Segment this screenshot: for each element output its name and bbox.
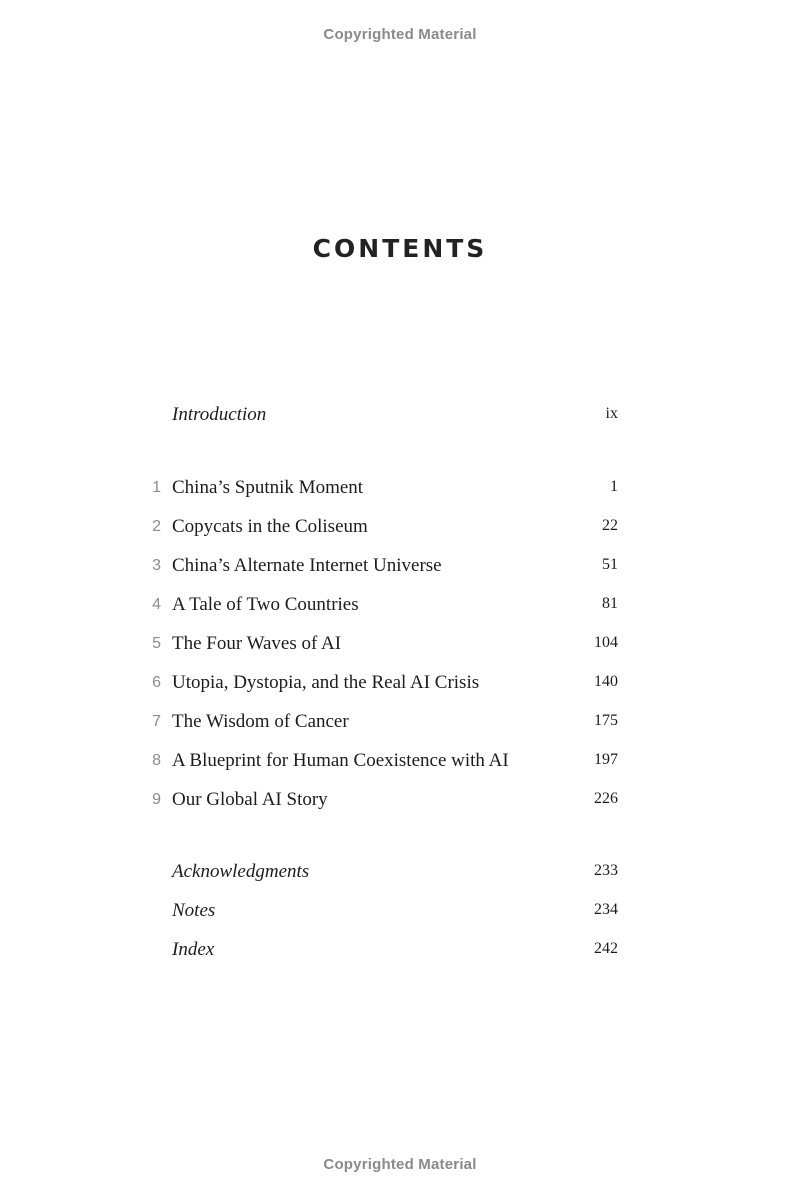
copyright-watermark-bottom: Copyrighted Material — [323, 1156, 477, 1173]
toc-entry-title: Introduction — [172, 404, 267, 425]
chapter-page: 197 — [594, 751, 618, 768]
toc-chapter-3[interactable] — [140, 555, 618, 585]
toc-entry-page: 242 — [594, 940, 618, 957]
chapter-page: 175 — [594, 712, 618, 729]
chapter-number: 3 — [152, 557, 161, 574]
toc-entry-page: 234 — [594, 901, 618, 918]
toc-chapter-8[interactable] — [140, 750, 618, 780]
chapter-title: China’s Sputnik Moment — [172, 477, 364, 498]
chapter-page: 104 — [594, 634, 618, 651]
toc-chapter-2[interactable] — [140, 516, 618, 546]
chapter-number: 5 — [152, 635, 161, 652]
toc-chapter-5[interactable] — [140, 633, 618, 663]
copyright-watermark-top: Copyrighted Material — [323, 26, 477, 43]
toc-chapter-7[interactable] — [140, 711, 618, 741]
chapter-title: The Four Waves of AI — [172, 633, 342, 654]
toc-entry-notes[interactable] — [140, 900, 618, 930]
toc-entry-index[interactable] — [140, 939, 618, 969]
chapter-page: 1 — [610, 478, 618, 495]
toc-entry-page: 233 — [594, 862, 618, 879]
chapter-number: 4 — [152, 596, 161, 613]
chapter-title: Copycats in the Coliseum — [172, 516, 368, 537]
chapter-page: 81 — [602, 595, 618, 612]
toc-chapter-4[interactable] — [140, 594, 618, 624]
chapter-number: 9 — [152, 791, 161, 808]
chapter-title: Utopia, Dystopia, and the Real AI Crisis — [172, 672, 480, 693]
toc-chapter-6[interactable] — [140, 672, 618, 702]
chapter-title: Our Global AI Story — [172, 789, 328, 810]
toc-entry-title: Notes — [172, 900, 216, 921]
chapter-title: A Tale of Two Countries — [172, 594, 359, 615]
chapter-title: The Wisdom of Cancer — [172, 711, 349, 732]
chapter-number: 2 — [152, 518, 161, 535]
toc-chapter-1[interactable] — [140, 477, 618, 507]
chapter-page: 51 — [602, 556, 618, 573]
toc-entry-title: Index — [172, 939, 215, 960]
chapter-number: 7 — [152, 713, 161, 730]
contents-heading: CONTENTS — [312, 234, 488, 263]
chapter-number: 1 — [152, 479, 161, 496]
chapter-title: China’s Alternate Internet Universe — [172, 555, 442, 576]
toc-entry-introduction[interactable] — [140, 404, 618, 434]
chapter-number: 8 — [152, 752, 161, 769]
chapter-page: 22 — [602, 517, 618, 534]
chapter-page: 140 — [594, 673, 618, 690]
toc-entry-title: Acknowledgments — [172, 861, 310, 882]
toc-chapter-9[interactable] — [140, 789, 618, 819]
chapter-page: 226 — [594, 790, 618, 807]
toc-entry-acknowledgments[interactable] — [140, 861, 618, 891]
chapter-number: 6 — [152, 674, 161, 691]
toc-entry-page: ix — [605, 405, 618, 422]
chapter-title: A Blueprint for Human Coexistence with AI — [172, 750, 509, 771]
